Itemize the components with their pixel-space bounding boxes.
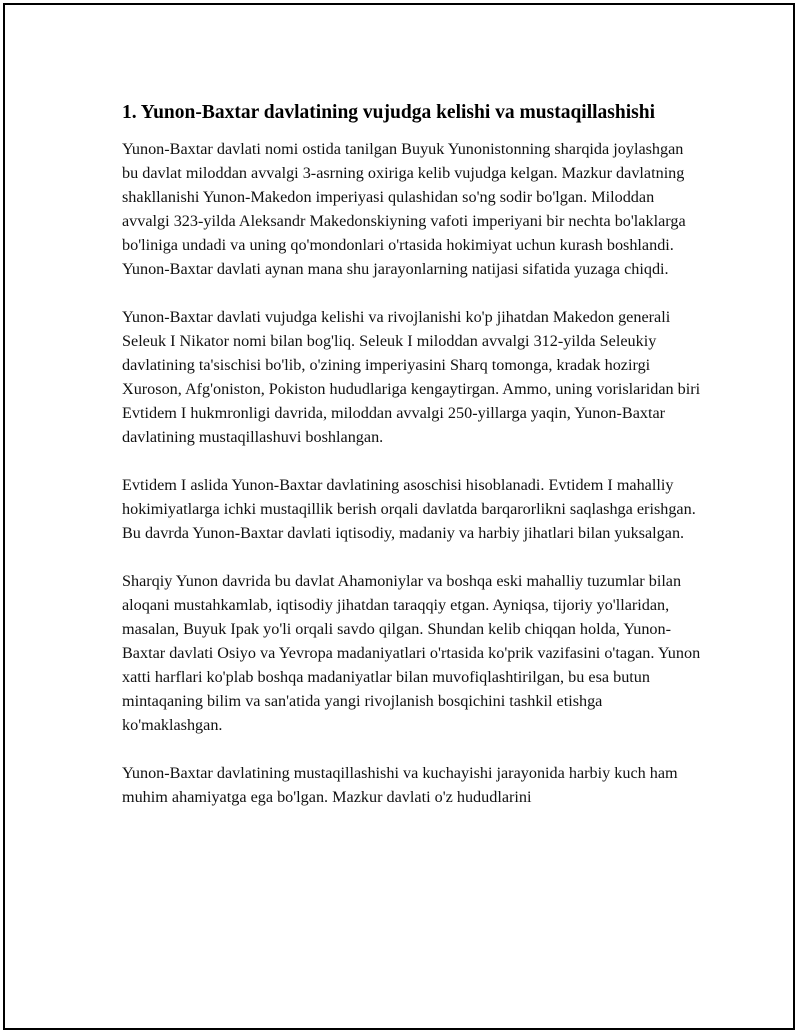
section-heading: 1. Yunon-Baxtar davlatining vujudga kelishi va mustaqillashishi xyxy=(122,102,655,123)
document-body xyxy=(122,99,702,833)
paragraph: Yunon-Baxtar davlati nomi ostida tanilgan Buyuk Yunonistonning sharqida joylashgan bu davlat miloddan avvalgi 3-asrning oxiriga kelib vujudga kelgan. Mazkur davlatning shakllanishi Yunon-Makedon imperiyasi qulashidan so'ng sodir bo'lgan. Miloddan avvalgi 323-yilda Aleksandr Makedonskiyning vafoti imperiyani bir nechta bo'laklarga bo'liniga undadi va uning qo'mondonlari o'rtasida hokimiyat uchun kurash boshlandi. Yunon-Baxtar davlati aynan mana shu jarayonlarning natijasi sifatida yuzaga chiqdi. xyxy=(122,140,686,278)
page-frame xyxy=(3,3,795,1030)
paragraph: Sharqiy Yunon davrida bu davlat Ahamoniylar va boshqa eski mahalliy tuzumlar bilan aloqani mustahkamlab, iqtisodiy jihatdan taraqqiy etgan. Ayniqsa, tijoriy yo'llaridan, masalan, Buyuk Ipak yo'li orqali savdo qilgan. Shundan kelib chiqqan holda, Yunon-Baxtar davlati Osiyo va Yevropa madaniyatlari o'rtasida ko'prik vazifasini o'tagan. Yunon xatti harflari ko'plab boshqa madaniyatlar bilan muvofiqlashtirilgan, bu esa butun mintaqaning bilim va san'atida yangi rivojlanish bosqichini tashkil etishga ko'maklashgan. xyxy=(122,572,701,734)
paragraph: Evtidem I aslida Yunon-Baxtar davlatining asoschisi hisoblanadi. Evtidem I mahalliy hokimiyatlarga ichki mustaqillik berish orqali davlatda barqarorlikni saqlashga erishgan. Bu davrda Yunon-Baxtar davlati iqtisodiy, madaniy va harbiy jihatlari bilan yuksalgan. xyxy=(122,476,696,542)
paragraph: Yunon-Baxtar davlatining mustaqillashishi va kuchayishi jarayonida harbiy kuch ham muhim ahamiyatga ega bo'lgan. Mazkur davlati o'z hududlarini xyxy=(122,764,678,806)
paragraph: Yunon-Baxtar davlati vujudga kelishi va rivojlanishi ko'p jihatdan Makedon generali Seleuk I Nikator nomi bilan bog'liq. Seleuk I miloddan avvalgi 312-yilda Seleukiy davlatining ta'sischisi bo'lib, o'zining imperiyasini Sharq tomonga, kradak hozirgi Xuroson, Afg'oniston, Pokiston hududlariga kengaytirgan. Ammo, uning vorislaridan biri Evtidem I hukmronligi davrida, miloddan avvalgi 250-yillarga yaqin, Yunon-Baxtar davlatining mustaqillashuvi boshlangan. xyxy=(122,308,701,446)
